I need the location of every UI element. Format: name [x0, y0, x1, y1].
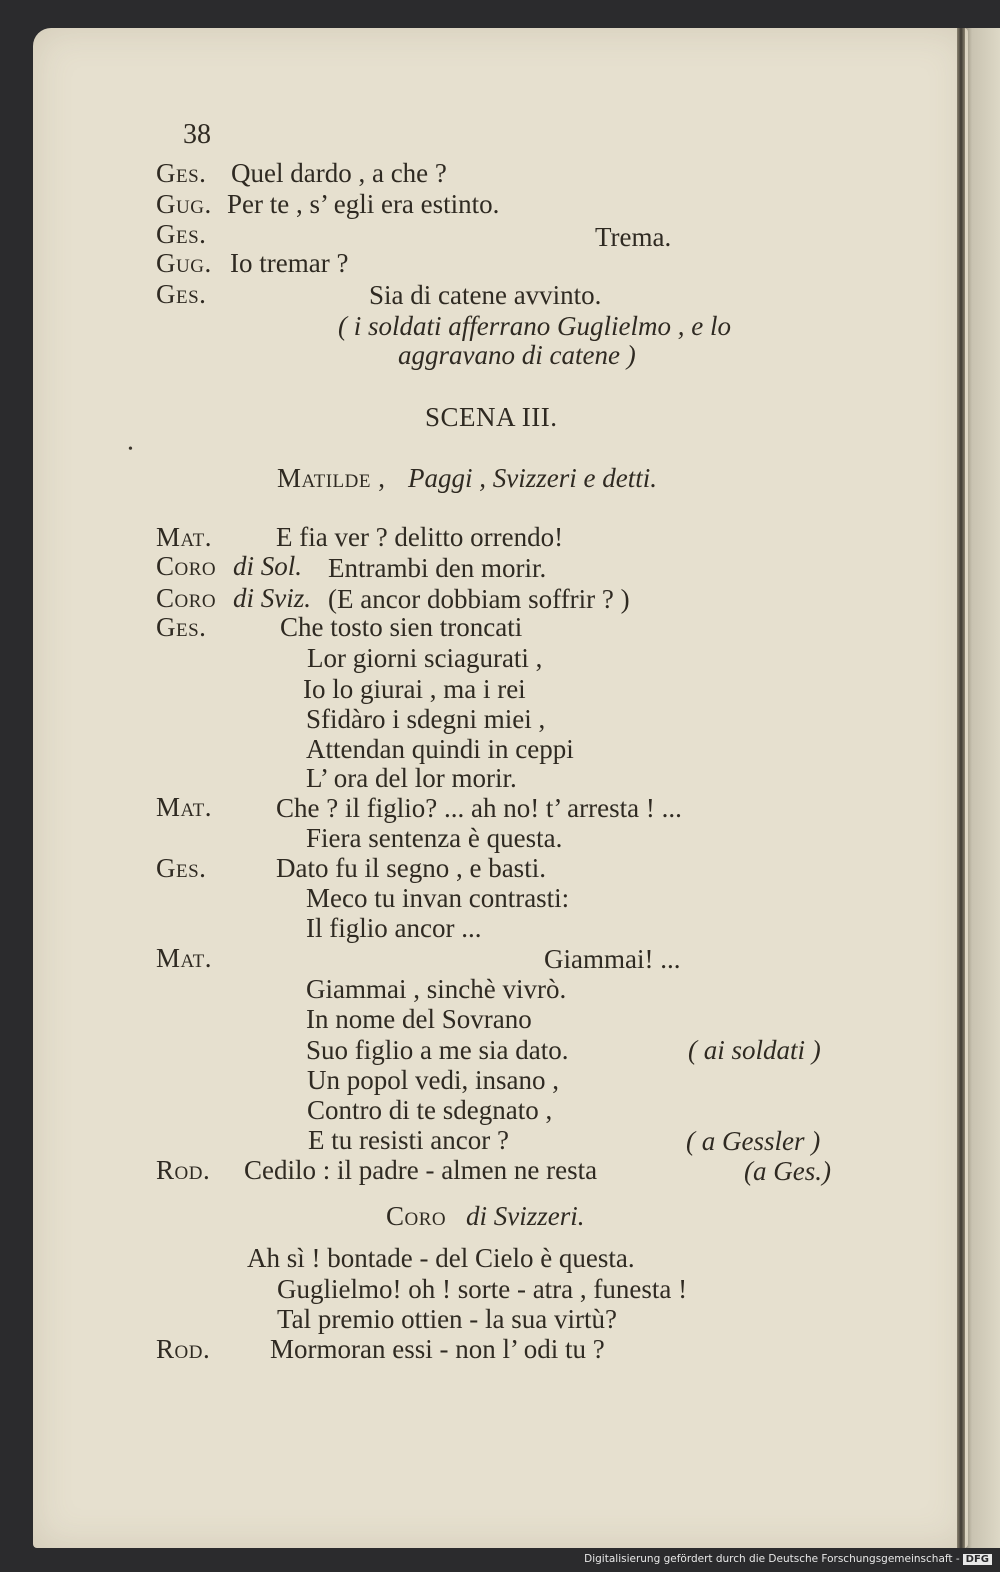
speaker-label: Ges.	[156, 853, 207, 883]
verse-line: Lor giorni sciagurati ,	[307, 643, 543, 673]
verse-line: E fia ver ? delitto orrendo!	[276, 522, 564, 552]
verse-line: Io tremar ?	[230, 248, 349, 278]
verse-line: E tu resisti ancor ?	[308, 1125, 509, 1155]
chorus-heading-italic: di Svizzeri.	[466, 1201, 585, 1231]
stage-direction: aggravano di catene )	[398, 340, 636, 370]
stage-direction: ( i soldati afferrano Guglielmo , e lo	[338, 311, 731, 341]
stage-direction: ( ai soldati )	[688, 1035, 821, 1065]
stage-direction: ( a Gessler )	[686, 1126, 821, 1156]
verse-line: Entrambi den morir.	[328, 553, 547, 583]
chorus-heading: Coro	[386, 1201, 447, 1231]
stage-direction: (a Ges.)	[744, 1156, 831, 1186]
cast-matilde: Matilde ,	[277, 463, 386, 493]
page-number: 38	[183, 119, 211, 150]
verse-line: L’ ora del lor morir.	[306, 763, 517, 793]
speaker-label: Rod.	[156, 1334, 211, 1364]
speaker-label: Mat.	[156, 522, 212, 552]
verse-line: Contro di te sdegnato ,	[307, 1095, 553, 1125]
speaker-label: Coro	[156, 583, 217, 613]
speaker-label: Gug.	[156, 248, 212, 278]
verse-line: Trema.	[595, 222, 672, 252]
cast-list: Paggi , Svizzeri e detti.	[408, 463, 657, 493]
verse-line: Ah sì ! bontade - del Cielo è questa.	[247, 1243, 635, 1273]
verse-line: Tal premio ottien - la sua virtù?	[277, 1304, 618, 1334]
verse-line: Mormoran essi - non l’ odi tu ?	[270, 1334, 605, 1364]
verse-line: Giammai! ...	[544, 944, 681, 974]
speaker-label: Coro	[156, 551, 217, 581]
verse-line: Attendan quindi in ceppi	[306, 734, 574, 764]
verse-line: Quel dardo , a che ?	[231, 158, 447, 188]
verse-line: Guglielmo! oh ! sorte - atra , funesta !	[277, 1274, 688, 1304]
speaker-label-italic: di Sviz.	[233, 583, 311, 613]
scene-heading: SCENA III.	[425, 402, 558, 432]
book-spine	[957, 28, 965, 1548]
speaker-label: Ges.	[156, 279, 207, 309]
verse-line: Che tosto sien troncati	[280, 612, 523, 642]
speaker-label: Ges.	[156, 158, 207, 188]
verse-line: Suo figlio a me sia dato.	[306, 1035, 569, 1065]
verse-line: (E ancor dobbiam soffrir ? )	[328, 584, 630, 614]
dfg-logo: DFG	[963, 1554, 992, 1565]
ink-mark: •	[128, 442, 133, 457]
speaker-label: Gug.	[156, 189, 212, 219]
footer-text: Digitalisierung gefördert durch die Deutsche Forschungsgemeinschaft -	[584, 1553, 960, 1565]
verse-line: Meco tu invan contrasti:	[306, 883, 570, 913]
verse-line: Un popol vedi, insano ,	[307, 1065, 559, 1095]
verse-line: Il figlio ancor ...	[306, 913, 482, 943]
verse-line: Giammai , sinchè vivrò.	[306, 974, 567, 1004]
verse-line: Dato fu il segno , e basti.	[276, 853, 546, 883]
speaker-label: Rod.	[156, 1155, 211, 1185]
verse-line: Sfidàro i sdegni miei ,	[306, 704, 546, 734]
verse-line: Cedilo : il padre - almen ne resta	[244, 1155, 598, 1185]
verse-line: Fiera sentenza è questa.	[306, 823, 563, 853]
speaker-label: Ges.	[156, 219, 207, 249]
verse-line: In nome del Sovrano	[306, 1004, 532, 1034]
speaker-label-italic: di Sol.	[233, 551, 303, 581]
verse-line: Per te , s’ egli era estinto.	[227, 189, 500, 219]
verse-line: Che ? il figlio? ... ah no! t’ arresta ! ...	[276, 793, 682, 823]
digitization-footer	[584, 1553, 992, 1565]
verse-line: Io lo giurai , ma i rei	[303, 674, 526, 704]
speaker-label: Ges.	[156, 612, 207, 642]
speaker-label: Mat.	[156, 792, 212, 822]
verse-line: Sia di catene avvinto.	[369, 280, 602, 310]
speaker-label: Mat.	[156, 943, 212, 973]
